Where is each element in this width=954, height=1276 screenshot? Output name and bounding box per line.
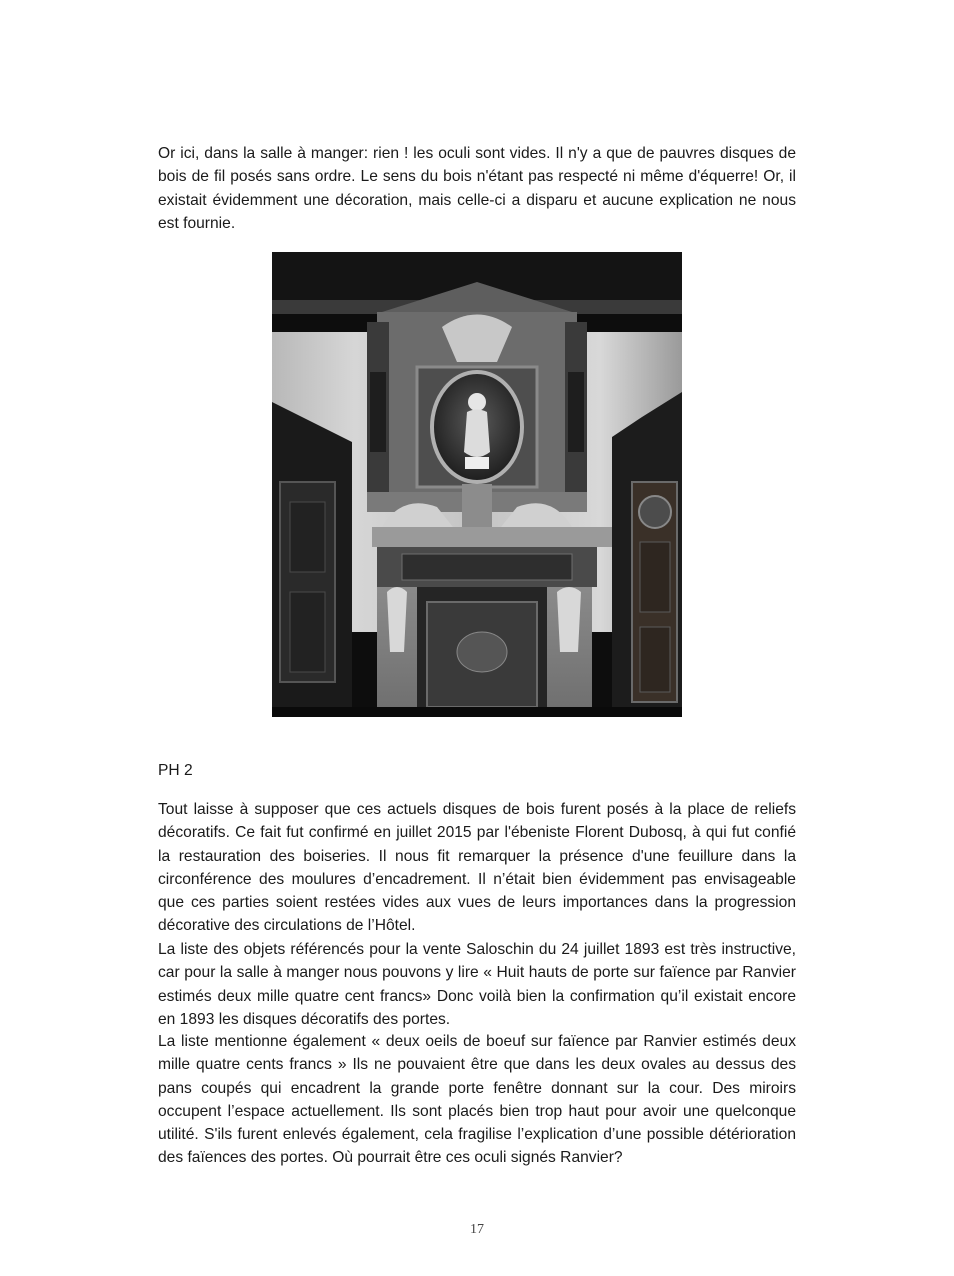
fireplace-illustration [272,252,682,717]
paragraph-liste: La liste des objets référencés pour la vente Saloschin du 24 juillet 1893 est très instructive, car pour la salle à manger nous pouvons y lire « Huit hauts de porte sur faïence par Ranvier estimés deux mille quatre cent francs» Donc voilà bien la confirmation qu’il existait encore en 1893 les disques décoratifs des portes. [158,941,796,1028]
paragraph-mention: La liste mentionne également « deux oeils de boeuf sur faïence par Ranvier estimés deux mille quatre cents francs » Ils ne pouvaient être que dans les deux ovales au dessus des pans coupés qui encadrent la grande porte fenêtre donnant sur la cour. Des miroirs occupent l’espace actuellement. Ils sont placés bien trop haut pour avoir une quelconque utilité. S'ils furent enlevés également, cela fragilise l’explication d’une possible détérioration des faïences des portes. Où pourrait être ces oculi signés Ranvier? [158,1033,796,1167]
fireplace-photo [272,252,682,717]
paragraph-intro: Or ici, dans la salle à manger: rien ! les oculi sont vides. Il n'y a que de pauvres disques de bois de fil posés sans ordre. Le sens du bois n'étant pas respecté ni même d'équerre! Or, il existait évidemment une décoration, mais celle-ci a disparu et aucune explication ne nous est fournie. [158,145,796,232]
page-number: 17 [470,1222,484,1237]
photo-caption: PH 2 [158,762,193,779]
paragraph-suppose: Tout laisse à supposer que ces actuels disques de bois furent posés à la place de reliefs décoratifs. Ce fait fut confirmé en juillet 2015 par l'ébeniste Florent Dubosq, à qui fut confié la restauration des boiseries. Il nous fit remarquer la présence d'une feuillure dans la circonférence des moulures d’encadrement. Il n’était bien évidemment pas envisageable que ces parties soient restées vides aux vues de leurs importances dans la progression décorative des circulations de l’Hôtel. [158,801,796,935]
